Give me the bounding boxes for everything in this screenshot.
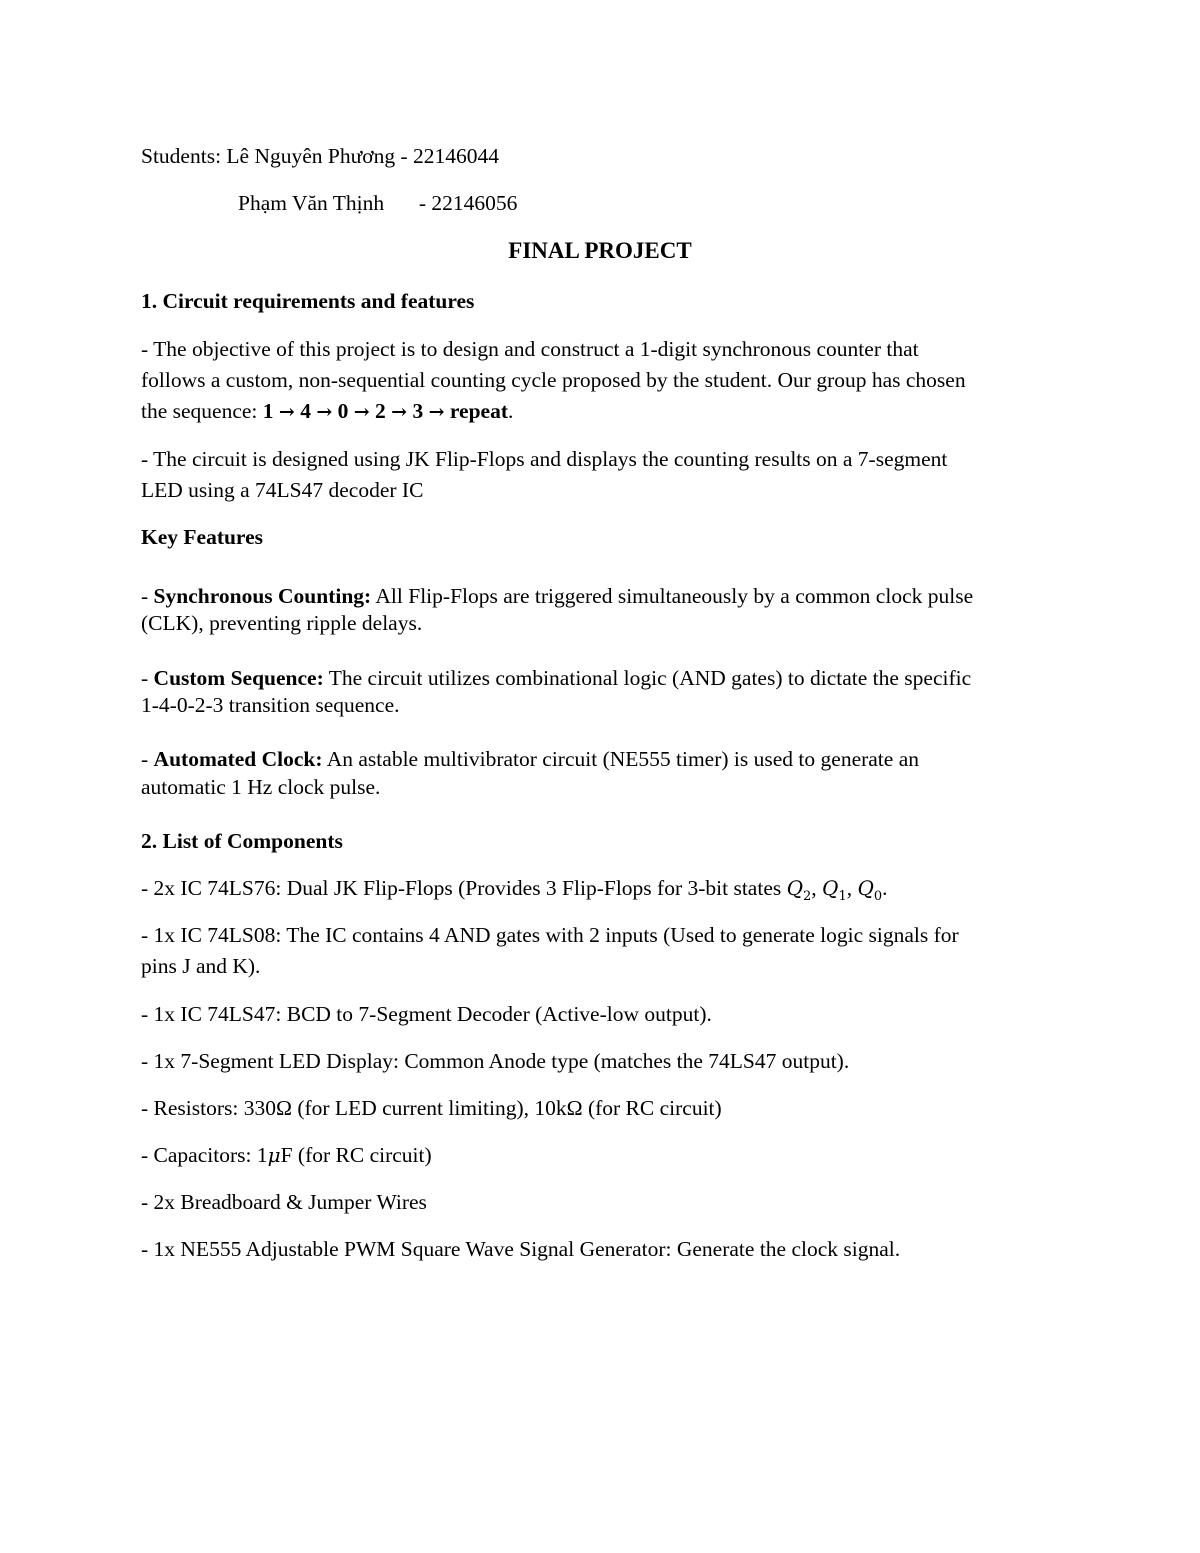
sequence-value-4: 2 bbox=[375, 399, 386, 423]
component-1: - 2x IC 74LS76: Dual JK Flip-Flops (Provides 3 Flip-Flops for 3-bit states $Q_2$, $Q_1$, $Q_0$. bbox=[141, 876, 888, 904]
q2-symbol: $Q_2$ bbox=[786, 876, 812, 904]
feature-3-dash: - bbox=[141, 747, 154, 771]
feature-2-label: Custom Sequence: bbox=[153, 666, 324, 690]
sequence-value-1: 1 bbox=[262, 399, 274, 423]
feature-3-label: Automated Clock: bbox=[153, 747, 323, 771]
sequence-value-3: 0 bbox=[337, 399, 349, 423]
feature-1-dash: - bbox=[141, 584, 154, 608]
feature-1-label: Synchronous Counting: bbox=[153, 584, 372, 608]
students-label: Students: bbox=[141, 144, 222, 168]
feature-1-line-2: (CLK), preventing ripple delays. bbox=[141, 611, 423, 635]
sequence-value-2: 4 bbox=[300, 399, 311, 423]
sequence-prefix: the sequence: bbox=[141, 399, 263, 423]
component-2-line-2: pins J and K). bbox=[141, 954, 261, 978]
component-5: - Resistors: 330Ω (for LED current limiting), 10kΩ (for RC circuit) bbox=[141, 1096, 722, 1120]
feature-3-line-2: automatic 1 Hz clock pulse. bbox=[141, 775, 381, 799]
students-line bbox=[141, 141, 499, 171]
objective-line-1: - The objective of this project is to design and construct a 1-digit synchronous counter that bbox=[141, 337, 919, 361]
sequence-arrow-5: → bbox=[428, 401, 445, 423]
objective-line-2: follows a custom, non-sequential counting cycle proposed by the student. Our group has chosen bbox=[141, 368, 966, 392]
component-8: - 1x NE555 Adjustable PWM Square Wave Signal Generator: Generate the clock signal. bbox=[141, 1237, 901, 1261]
sequence-period: . bbox=[508, 399, 514, 423]
feature-2-dash: - bbox=[141, 666, 154, 690]
component-7: - 2x Breadboard & Jumper Wires bbox=[141, 1190, 427, 1214]
mu-symbol: μ bbox=[267, 1143, 281, 1167]
component-2-line-1: - 1x IC 74LS08: The IC contains 4 AND gates with 2 inputs (Used to generate logic signals for bbox=[141, 923, 959, 947]
sequence-arrow-2: → bbox=[316, 401, 333, 423]
page-title: FINAL PROJECT bbox=[508, 238, 692, 263]
sequence-arrow-4: → bbox=[391, 401, 408, 423]
sequence-value-5: 3 bbox=[412, 399, 424, 423]
feature-2-text: The circuit utilizes combinational logic (AND gates) to dictate the specific bbox=[323, 666, 972, 690]
design-line-2: LED using a 74LS47 decoder IC bbox=[141, 478, 424, 502]
feature-1-line-1 bbox=[141, 581, 973, 611]
student-2-name: Phạm Văn Thịnh bbox=[238, 191, 385, 215]
sequence-arrow-1: → bbox=[278, 401, 295, 423]
sequence-arrow-3: → bbox=[353, 401, 370, 423]
design-line-1: - The circuit is designed using JK Flip-Flops and displays the counting results on a 7-segment bbox=[141, 447, 948, 471]
student-2-id: - 22146056 bbox=[418, 191, 518, 215]
objective-line-3 bbox=[141, 396, 513, 427]
component-1-text: - 2x IC 74LS76: Dual JK Flip-Flops (Provides 3 Flip-Flops for 3-bit states bbox=[141, 876, 787, 900]
section-2-heading: 2. List of Components bbox=[141, 829, 343, 853]
feature-1-text: All Flip-Flops are triggered simultaneously by a common clock pulse bbox=[371, 584, 974, 608]
q0-symbol: $Q_0$ bbox=[857, 876, 883, 904]
feature-3-text: An astable multivibrator circuit (NE555 timer) is used to generate an bbox=[322, 747, 919, 771]
feature-3-line-1 bbox=[141, 744, 919, 774]
student-2-line bbox=[238, 188, 517, 218]
feature-2-line-2: 1-4-0-2-3 transition sequence. bbox=[141, 693, 400, 717]
feature-2-line-1 bbox=[141, 663, 971, 693]
student-1: Lê Nguyên Phương - 22146044 bbox=[226, 144, 500, 168]
component-6: - Capacitors: 1μF (for RC circuit) bbox=[141, 1143, 432, 1167]
key-features-heading: Key Features bbox=[141, 525, 263, 549]
component-4: - 1x 7-Segment LED Display: Common Anode type (matches the 74LS47 output). bbox=[141, 1049, 850, 1073]
sequence-repeat: repeat bbox=[449, 399, 508, 423]
component-3: - 1x IC 74LS47: BCD to 7-Segment Decoder (Active-low output). bbox=[141, 1002, 712, 1026]
component-1-end: . bbox=[882, 876, 888, 900]
q1-symbol: $Q_1$ bbox=[822, 876, 847, 904]
section-1-heading: 1. Circuit requirements and features bbox=[141, 289, 475, 313]
